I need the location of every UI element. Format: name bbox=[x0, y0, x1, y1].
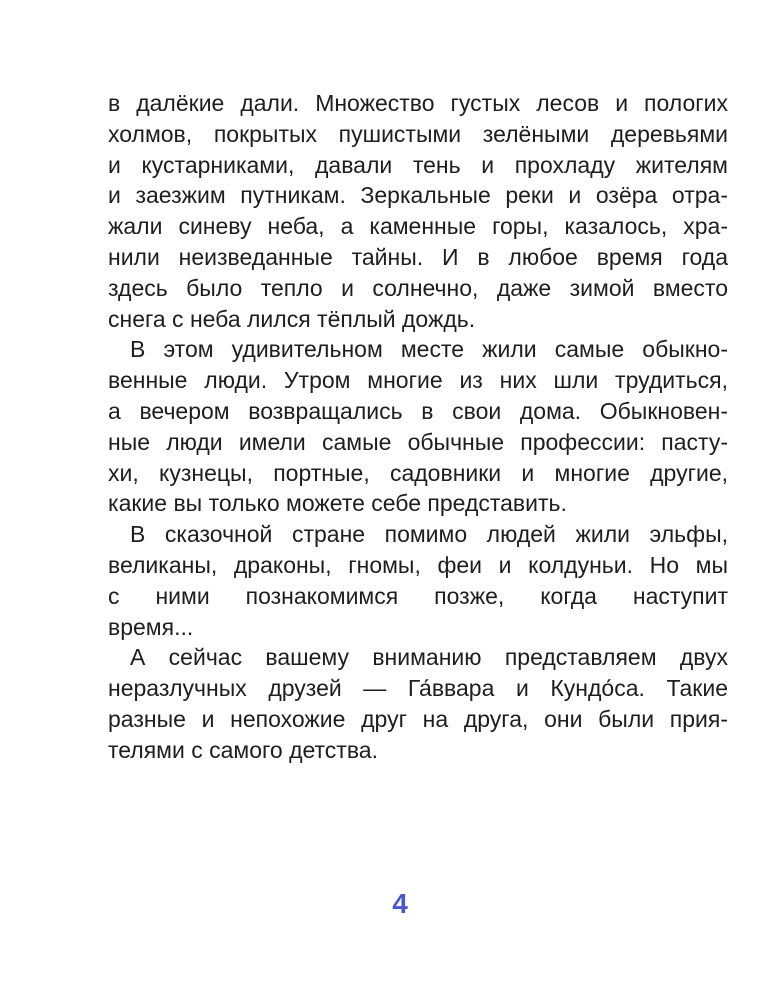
text-line: неразлучных друзей — Га́ввара и Кундо́са. Такие bbox=[108, 675, 728, 702]
paragraph bbox=[108, 642, 728, 765]
text-line: жали синеву неба, а каменные горы, казалось, хра- bbox=[108, 213, 728, 240]
page-number: 4 bbox=[392, 888, 408, 919]
text-line: снега с неба лился тёплый дождь. bbox=[108, 305, 476, 332]
text-line: В этом удивительном месте жили самые обыкно- bbox=[130, 336, 728, 363]
text-line: с ними познакомимся позже, когда наступит bbox=[108, 582, 728, 609]
paragraph bbox=[108, 334, 728, 519]
paragraph bbox=[108, 519, 728, 642]
text-line: здесь было тепло и солнечно, даже зимой вместо bbox=[108, 274, 728, 301]
text-line: ные люди имели самые обычные профессии: пасту- bbox=[108, 428, 728, 455]
body-text bbox=[108, 88, 728, 766]
text-line: В сказочной стране помимо людей жили эльфы, bbox=[130, 521, 728, 548]
text-line: какие вы только можете себе представить. bbox=[108, 490, 567, 517]
text-line: венные люди. Утром многие из них шли трудиться, bbox=[108, 367, 728, 394]
text-line: и заезжим путникам. Зеркальные реки и озёра отра- bbox=[108, 182, 728, 209]
text-line: а вечером возвращались в свои дома. Обыкновен- bbox=[108, 397, 728, 424]
text-line: хи, кузнецы, портные, садовники и многие другие, bbox=[108, 459, 728, 486]
text-line: и кустарниками, давали тень и прохладу жителям bbox=[108, 151, 728, 178]
text-line: холмов, покрытых пушистыми зелёными деревьями bbox=[108, 120, 728, 147]
text-line: время... bbox=[108, 613, 194, 640]
text-line: нили неизведанные тайны. И в любое время года bbox=[108, 243, 728, 270]
text-line: в далёкие дали. Множество густых лесов и пологих bbox=[108, 90, 728, 116]
paragraph bbox=[108, 88, 728, 334]
text-line: великаны, драконы, гномы, феи и колдуньи. Но мы bbox=[108, 551, 728, 578]
text-line: разные и непохожие друг на друга, они были прия- bbox=[108, 705, 728, 732]
text-line: А сейчас вашему вниманию представляем двух bbox=[130, 644, 728, 671]
text-line: телями с самого детства. bbox=[108, 736, 378, 763]
